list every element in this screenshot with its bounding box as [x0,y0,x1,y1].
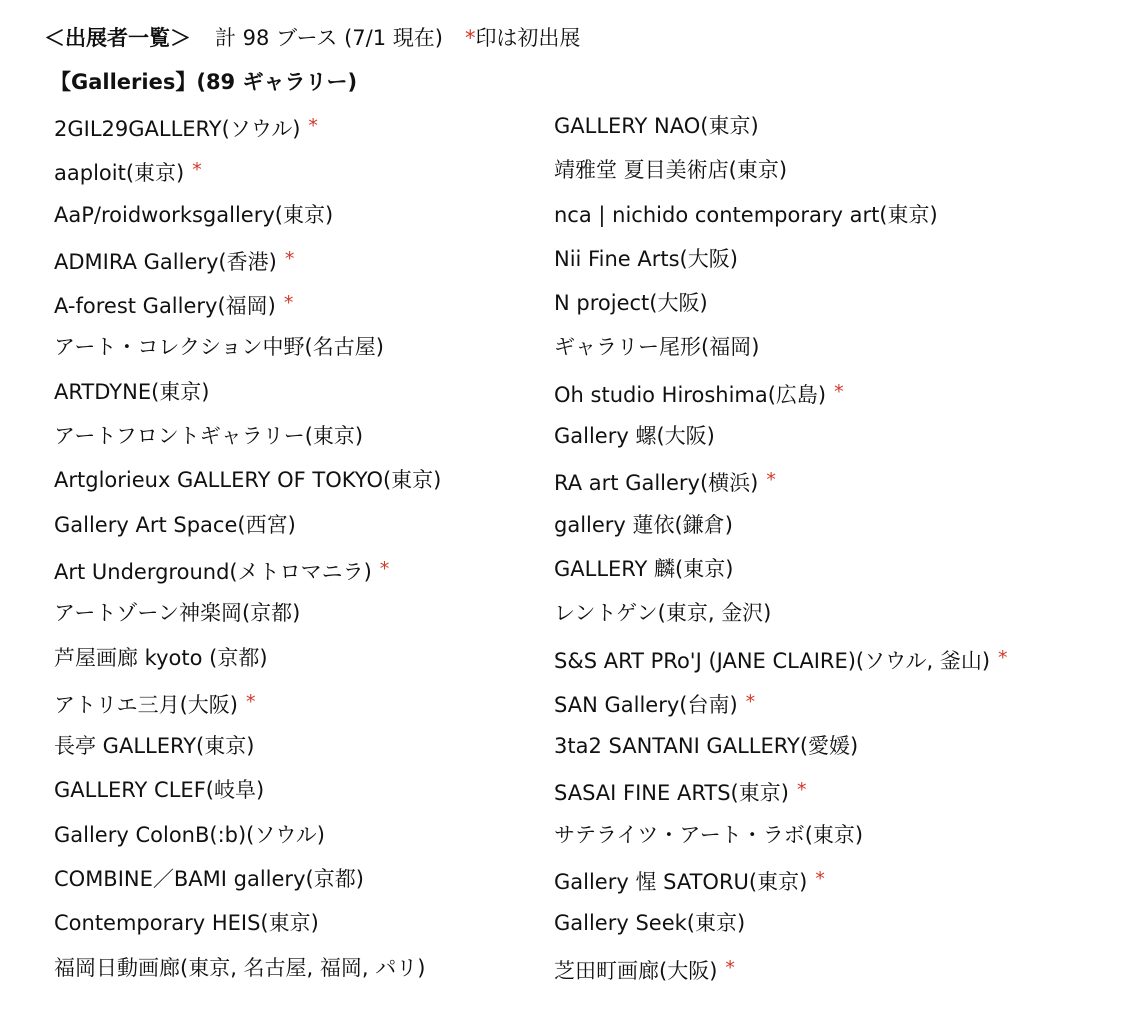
gallery-name: アートゾーン神楽岡(京都) [54,601,301,626]
gallery-name: aaploit(東京) [54,161,185,186]
first-exhibit-star-icon: * [796,779,807,802]
gallery-list-item [54,642,534,686]
gallery-list-item [554,952,1134,996]
gallery-list-item [54,730,534,774]
gallery-list-item [54,819,534,863]
gallery-name: Gallery ColonB(:b)(ソウル) [54,822,325,847]
gallery-list-item [54,774,534,818]
first-exhibit-star-icon: * [284,247,295,270]
gallery-name: AaP/roidworksgallery(東京) [54,202,334,227]
gallery-name: RA art Gallery(横浜) [554,471,759,496]
gallery-list-item [554,819,1134,863]
gallery-list-item [54,907,534,951]
gallery-list-item [54,154,534,198]
gallery-list-item [554,464,1134,508]
gallery-list-item [554,686,1134,730]
gallery-list-item [554,509,1134,553]
gallery-list-item [554,287,1134,331]
gallery-list-item [554,243,1134,287]
gallery-name: アート・コレクション中野(名古屋) [54,335,384,360]
gallery-name: 芝田町画廊(大阪) [554,958,718,983]
gallery-list-item [54,376,534,420]
galleries-column-left [54,110,534,996]
list-header [44,22,580,54]
galleries-section-title: 【Galleries】(89 ギャラリー) [50,70,358,94]
first-exhibit-star-icon: * [998,646,1008,669]
gallery-name: Gallery Art Space(西宮) [54,512,296,537]
gallery-name: GALLERY CLEF(岐阜) [54,778,265,803]
gallery-name: 靖雅堂 夏目美術店(東京) [554,158,788,183]
galleries-column-right [554,110,1134,996]
first-exhibit-star-icon: * [308,115,318,137]
gallery-list-item [554,553,1134,597]
list-title: ＜出展者一覧＞ [44,26,191,50]
gallery-name: サテライツ・アート・ラボ(東京) [554,822,864,847]
gallery-name: 3ta2 SANTANI GALLERY(愛媛) [554,734,859,759]
gallery-list-item [54,952,534,996]
first-exhibit-star-icon: * [283,292,294,315]
gallery-list-item [554,376,1134,420]
gallery-list-item [554,110,1134,154]
gallery-name: SASAI FINE ARTS(東京) [554,781,789,806]
gallery-name: Contemporary HEIS(東京) [54,911,319,936]
gallery-name: COMBINE／BAMI gallery(京都) [54,867,364,892]
gallery-name: SAN Gallery(台南) [554,692,738,717]
gallery-name: アートフロントギャラリー(東京) [54,424,364,449]
gallery-name: 長亭 GALLERY(東京) [54,734,255,759]
first-exhibit-star-icon: * [192,159,202,182]
first-exhibit-star-icon: * [464,26,476,50]
first-exhibit-star-icon: * [745,690,756,713]
gallery-name: GALLERY 麟(東京) [554,556,734,581]
gallery-name: 芦屋画廊 kyoto (京都) [54,645,268,670]
gallery-list-item [554,154,1134,198]
booth-count: 計 98 ブース (7/1 現在) [215,26,443,50]
gallery-name: Gallery Seek(東京) [554,911,746,936]
first-exhibit-star-icon: * [766,469,776,492]
first-exhibit-star-icon: * [815,868,825,891]
first-exhibit-star-icon: * [834,380,844,403]
gallery-name: アトリエ三月(大阪) [54,692,238,717]
gallery-list-item [54,509,534,553]
gallery-name: ギャラリー尾形(福岡) [554,335,760,360]
gallery-list-item [54,464,534,508]
gallery-list-item [54,686,534,730]
gallery-name: レントゲン(東京, 金沢) [554,601,772,626]
gallery-list-item [554,420,1134,464]
gallery-list-item [554,597,1134,641]
gallery-list-item [554,863,1134,907]
gallery-name: GALLERY NAO(東京) [554,114,759,138]
first-exhibit-star-icon: * [379,557,390,580]
gallery-list-item [54,553,534,597]
gallery-list-item [54,331,534,375]
gallery-name: gallery 蓮依(鎌倉) [554,512,733,537]
gallery-list-item [554,907,1134,951]
gallery-list-item [554,730,1134,774]
gallery-name: ARTDYNE(東京) [54,379,210,404]
gallery-name: Gallery 螺(大阪) [554,424,715,449]
gallery-name: N project(大阪) [554,291,708,316]
first-exhibit-note-text: 印は初出展 [475,26,581,50]
gallery-name: ADMIRA Gallery(香港) [54,249,277,274]
gallery-name: 福岡日動画廊(東京, 名古屋, 福岡, パリ) [54,955,426,980]
gallery-list-item [54,243,534,287]
gallery-name: S&S ART PRo'J (JANE CLAIRE)(ソウル, 釜山) [554,648,991,673]
gallery-name: 2GIL29GALLERY(ソウル) [54,117,301,141]
gallery-list-item [54,110,534,154]
gallery-list-item [54,420,534,464]
first-exhibit-note [465,26,581,50]
gallery-name: Nii Fine Arts(大阪) [554,246,738,271]
gallery-name: Artglorieux GALLERY OF TOKYO(東京) [54,468,442,493]
gallery-list-item [54,199,534,243]
first-exhibit-star-icon: * [245,690,256,713]
gallery-list-item [54,597,534,641]
first-exhibit-star-icon: * [725,956,735,979]
gallery-list-item [54,287,534,331]
gallery-list-item [554,642,1134,686]
gallery-list-item [554,331,1134,375]
gallery-list-item [554,199,1134,243]
gallery-list-item [554,774,1134,818]
gallery-name: Oh studio Hiroshima(広島) [554,382,827,407]
gallery-name: nca | nichido contemporary art(東京) [554,202,938,227]
gallery-name: Art Underground(メトロマニラ) [54,559,372,584]
gallery-name: Gallery 惺 SATORU(東京) [554,870,808,895]
gallery-list-item [54,863,534,907]
gallery-name: A-forest Gallery(福岡) [54,294,276,319]
